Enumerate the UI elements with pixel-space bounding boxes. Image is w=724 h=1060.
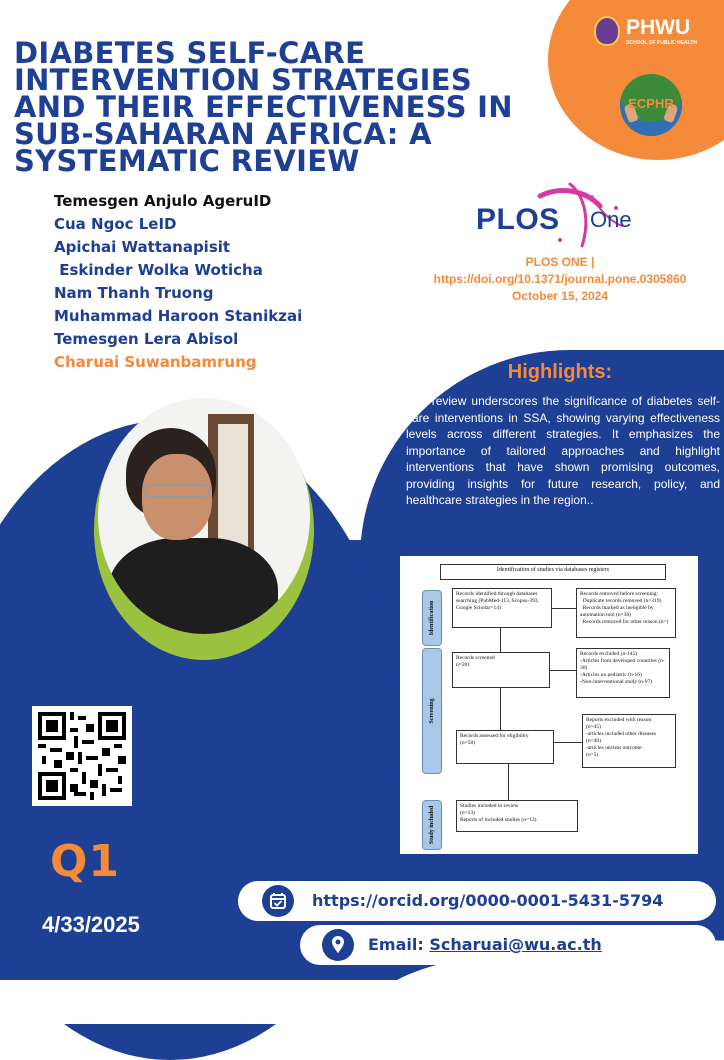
phwu-logo	[594, 14, 714, 54]
one-logo-text: One	[590, 207, 632, 232]
location-pin-icon	[322, 929, 354, 961]
orcid-pill[interactable]	[238, 881, 716, 921]
author-name: Muhammad Haroon Stanikzai	[54, 307, 303, 325]
doi-link[interactable]: https://doi.org/10.1371/journal.pone.0305860	[433, 272, 687, 286]
bottom-white-band	[0, 980, 724, 1024]
side-label-included: Study included	[422, 800, 442, 850]
glasses-icon	[144, 484, 210, 498]
ecphr-logo-text: ECPHR	[628, 96, 674, 111]
author-name: Charuai Suwanbamrung	[54, 353, 257, 371]
poster-title: DIABETES SELF-CARE INTERVENTION STRATEGIES AND THEIR EFFECTIVENESS IN SUB-SAHARAN AFRICA: A SYSTEMATIC REVIEW	[14, 36, 513, 178]
qr-code-icon	[38, 712, 126, 800]
flow-arrow	[508, 764, 509, 800]
highlights-heading: Highlights:	[507, 361, 613, 383]
flow-arrow	[552, 608, 576, 609]
publication-date: October 15, 2024	[511, 289, 609, 303]
records-excluded-box: Records excluded (n-145) -Articles from developed countries (n-30) -Articles on pediatric (n-16) -Non-interventional study (n-97)	[576, 648, 670, 698]
phwu-logo-text: PHWU	[626, 16, 691, 39]
email-pill[interactable]	[300, 925, 716, 965]
qr-code[interactable]	[32, 706, 132, 806]
prisma-flowchart	[400, 556, 698, 854]
records-assessed-box: Records assessed for eligibility (n=58)	[456, 730, 554, 764]
author-name: Apichai Wattanapisit	[54, 238, 231, 256]
author-name: Cua Ngoc LeID	[54, 215, 177, 233]
plos-logo-text: PLOS	[476, 203, 560, 236]
flow-arrow	[554, 742, 582, 743]
side-label-identification: Identification	[422, 590, 442, 646]
orcid-link[interactable]: https://orcid.org/0000-0001-5431-5794	[312, 891, 664, 910]
author-name: Temesgen Anjulo AgeruID	[54, 192, 272, 210]
flow-arrow	[550, 670, 576, 671]
author-list	[54, 190, 374, 374]
studies-included-box: Studies included in review (n=13) Reports of included studies (n=13)	[456, 800, 578, 832]
flow-arrow	[500, 688, 501, 730]
person-body	[108, 538, 278, 634]
calendar-check-icon	[262, 885, 294, 917]
ecphr-logo	[620, 74, 682, 136]
flow-arrow	[500, 628, 501, 652]
plos-one-logo	[470, 176, 700, 256]
journal-name: PLOS ONE |	[525, 255, 595, 269]
records-screened-box: Records screened n=201	[452, 652, 550, 688]
phwu-logo-subtext: SCHOOL OF PUBLIC HEALTH	[626, 40, 697, 46]
email-label: Email:	[368, 935, 430, 954]
side-label-screening: Screening	[422, 648, 442, 774]
flowchart-header: Identification of studies via databases registers	[440, 564, 666, 580]
records-identified-box: Records identified through databases searching (PubMed-113, Scopus-393, Google Scholar=14)	[452, 588, 552, 628]
author-photo	[98, 398, 310, 634]
author-name: Eskinder Wolka Woticha	[54, 261, 263, 279]
quartile-badge: Q1	[50, 836, 121, 887]
email-text	[368, 935, 602, 954]
author-name: Temesgen Lera Abisol	[54, 330, 239, 348]
university-seal-icon	[594, 16, 620, 46]
journal-info	[420, 254, 700, 305]
poster-date: 4/33/2025	[42, 912, 140, 937]
records-removed-box: Records removed before screening: Duplicate records removed (n=319) Records marked as ineligible by automation tool (n=30) Records removed for other reason (n=)	[576, 588, 676, 638]
email-address-link[interactable]: Scharuai@wu.ac.th	[429, 935, 602, 954]
author-name: Nam Thanh Truong	[54, 284, 214, 302]
highlight-item: • The review underscores the significance of diabetes self-care interventions in SSA, showing varying effectiveness levels across different strategies. It emphasizes the importance of tailored approaches and highlight interventions that have shown promising outcomes, providing insights for future research, policy, and healthcare strategies in the region..	[406, 393, 720, 509]
highlights-list	[392, 393, 720, 509]
reports-excluded-box: Reports excluded with reason (n=45) -articles included other diseases (n=40) -articles unclear outcome (n=5)	[582, 714, 676, 768]
